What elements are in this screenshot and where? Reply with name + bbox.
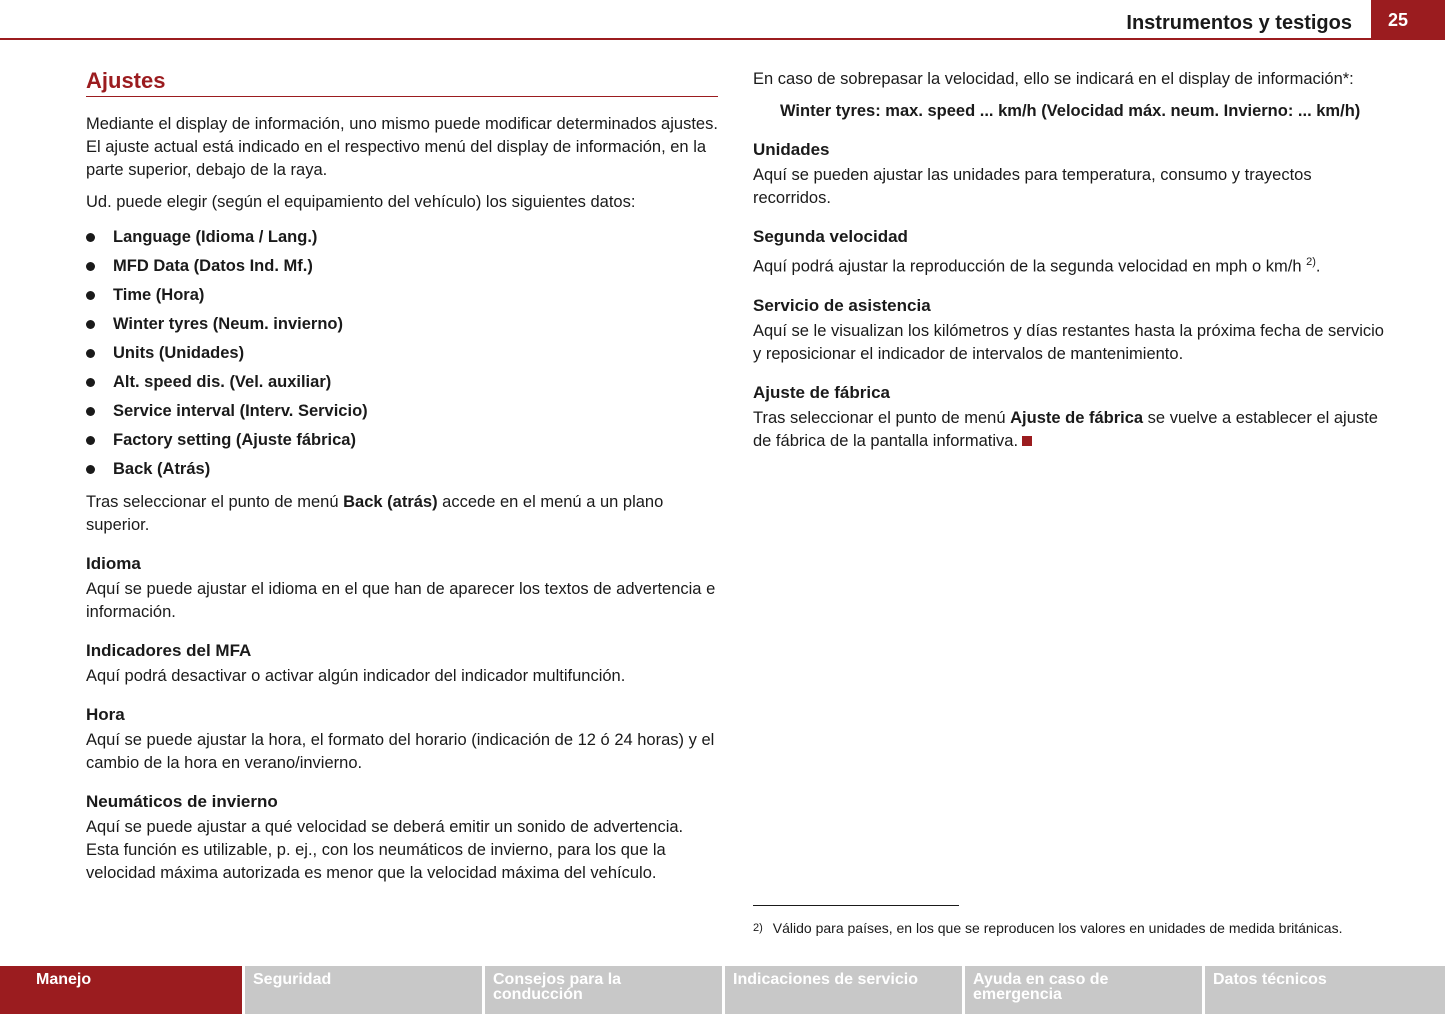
units-heading: Unidades xyxy=(753,140,830,159)
tab-consejos[interactable]: Consejos para la conducción xyxy=(485,966,722,1014)
winter-heading: Neumáticos de invierno xyxy=(86,792,278,811)
end-square-icon xyxy=(1022,436,1032,446)
second-speed-body: Aquí podrá ajustar la reproducción de la segunda velocidad en mph o km/h $^{2)}$. xyxy=(753,256,1321,276)
winter-body: Aquí se puede ajustar a qué velocidad se deberá emitir un sonido de advertencia. Esta función es utilizable, p. ej., con los neumáticos de invierno, para los que la velocidad máxima autorizada es menor que la velocidad máxima del vehículo. xyxy=(86,818,684,882)
list-item: Back (Atrás) xyxy=(86,455,718,484)
tab-datos-tecnicos[interactable]: Datos técnicos xyxy=(1205,966,1445,1014)
footnote: $^{2)}$ Válido para países, en los que se reproducen los valores en unidades de medida británicas. xyxy=(753,920,1343,936)
list-item: MFD Data (Datos Ind. Mf.) xyxy=(86,252,718,281)
hora-body: Aquí se puede ajustar la hora, el formato del horario (indicación de 12 ó 24 horas) y el cambio de la hora en verano/invierno. xyxy=(86,731,715,772)
list-item: Factory setting (Ajuste fábrica) xyxy=(86,426,718,455)
mfa-heading: Indicadores del MFA xyxy=(86,641,252,660)
overspeed-paragraph: En caso de sobrepasar la velocidad, ello se indicará en el display de información*: xyxy=(753,70,1354,88)
page-number: 25 xyxy=(1371,0,1445,40)
left-column xyxy=(86,68,718,894)
footnote-ref: 2) xyxy=(1306,256,1316,268)
second-speed-heading: Segunda velocidad xyxy=(753,227,908,246)
factory-heading: Ajuste de fábrica xyxy=(753,382,890,402)
list-item: Language (Idioma / Lang.) xyxy=(86,223,718,252)
hora-heading: Hora xyxy=(86,705,125,724)
header-title: Instrumentos y testigos xyxy=(1126,12,1352,34)
factory-body: Tras seleccionar el punto de menú Ajuste de fábrica se vuelve a establecer el ajuste de fábrica de la pantalla informativa. xyxy=(753,408,1378,450)
idioma-heading: Idioma xyxy=(86,554,141,573)
list-item: Units (Unidades) xyxy=(86,339,718,368)
header-rule xyxy=(0,38,1445,40)
choose-paragraph: Ud. puede elegir (según el equipamiento del vehículo) los siguientes datos: xyxy=(86,193,636,211)
right-column xyxy=(753,68,1393,462)
list-item: Alt. speed dis. (Vel. auxiliar) xyxy=(86,368,718,397)
section-title: Ajustes xyxy=(86,68,718,97)
list-item: Service interval (Interv. Servicio) xyxy=(86,397,718,426)
list-item: Time (Hora) xyxy=(86,281,718,310)
tab-seguridad[interactable]: Seguridad xyxy=(245,966,482,1014)
mfa-body: Aquí podrá desactivar o activar algún indicador del indicador multifunción. xyxy=(86,667,626,685)
intro-paragraph: Mediante el display de información, uno mismo puede modificar determinados ajustes. El ajuste actual está indicado en el respectivo menú del display de información, en la parte superior, debajo de la raya. xyxy=(86,115,718,179)
units-body: Aquí se pueden ajustar las unidades para temperatura, consumo y trayectos recorridos. xyxy=(753,166,1312,207)
list-item: Winter tyres (Neum. invierno) xyxy=(86,310,718,339)
footnote-rule xyxy=(753,905,959,906)
chapter-nav xyxy=(0,966,1445,1014)
service-body: Aquí se le visualizan los kilómetros y días restantes hasta la próxima fecha de servicio y reposicionar el indicador de intervalos de mantenimiento. xyxy=(753,321,1384,363)
options-list xyxy=(86,223,718,484)
tab-manejo[interactable]: Manejo xyxy=(0,966,242,1014)
service-heading: Servicio de asistencia xyxy=(753,295,931,315)
idioma-body: Aquí se puede ajustar el idioma en el que han de aparecer los textos de advertencia e información. xyxy=(86,580,716,621)
back-paragraph: Tras seleccionar el punto de menú Back (atrás) accede en el menú a un plano superior. xyxy=(86,493,664,534)
overspeed-message: Winter tyres: max. speed ... km/h (Velocidad máx. neum. Invierno: ... km/h) xyxy=(780,102,1361,120)
tab-indicaciones-servicio[interactable]: Indicaciones de servicio xyxy=(725,966,962,1014)
tab-ayuda-emergencia[interactable]: Ayuda en caso de emergencia xyxy=(965,966,1202,1014)
